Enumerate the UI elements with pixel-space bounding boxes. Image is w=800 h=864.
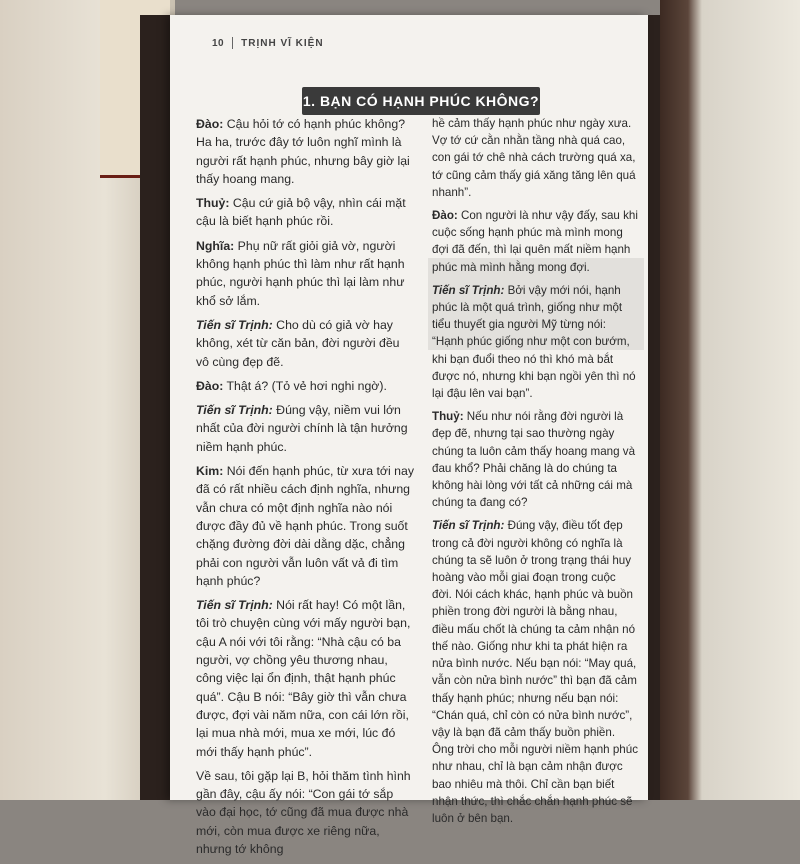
dialogue-paragraph bbox=[432, 408, 638, 511]
dialogue-paragraph bbox=[196, 316, 414, 371]
dialogue-text: Bởi vậy mới nói, hạnh phúc là một quá trình, giống như một tiểu thuyết gia người Mỹ từng nói: “Hạnh phúc giống như một con bướm, khi bạn đuổi theo nó thì khó mà bắt được nó, nhưng khi bạn ngồi yên thì nó lại đậu lên vai bạn”. bbox=[432, 283, 636, 401]
dialogue-paragraph bbox=[196, 767, 414, 858]
speaker-name: Tiến sĩ Trịnh: bbox=[432, 283, 505, 297]
page-number: 10 bbox=[212, 37, 225, 49]
header-author: TRỊNH VĨ KIỆN bbox=[241, 37, 324, 49]
running-header bbox=[212, 37, 324, 49]
dialogue-paragraph bbox=[432, 207, 638, 276]
dialogue-paragraph bbox=[432, 517, 638, 827]
speaker-name: Tiến sĩ Trịnh: bbox=[432, 519, 505, 533]
dialogue-text: Con người là như vậy đấy, sau khi cuộc sống hạnh phúc mà mình mong đợi đã đến, thì lại quên mất niềm hạnh phúc mà mình hằng mong đợi. bbox=[432, 209, 638, 274]
dialogue-text: hề cảm thấy hạnh phúc như ngày xưa. Vợ tớ cứ cằn nhằn tầng nhà quá cao, con gái tớ chê nhà cách trường quá xa, tớ cũng cảm thấy giá xăng tăng lên quá nhanh”. bbox=[432, 117, 636, 199]
dialogue-paragraph bbox=[196, 377, 414, 395]
speaker-name: Kim: bbox=[196, 464, 224, 479]
dialogue-paragraph bbox=[196, 194, 414, 231]
dialogue-paragraph bbox=[432, 115, 638, 201]
dialogue-text: Nếu như nói rằng đời người là đẹp đẽ, nhưng tại sao thường ngày chúng ta luôn cảm thấy hoang mang và đau khổ? Phải chăng là do chúng ta không hài lòng với tất cả những cái mà chúng ta đang có? bbox=[432, 410, 636, 510]
dialogue-paragraph bbox=[196, 237, 414, 310]
speaker-name: Thuỷ: bbox=[196, 196, 230, 211]
header-divider bbox=[232, 37, 233, 49]
dialogue-paragraph bbox=[196, 462, 414, 590]
book-page bbox=[170, 15, 648, 856]
background-book-right bbox=[660, 0, 800, 800]
dialogue-paragraph bbox=[196, 401, 414, 456]
dialogue-paragraph bbox=[196, 596, 414, 761]
speaker-name: Đào: bbox=[196, 378, 224, 393]
dialogue-paragraph bbox=[432, 282, 638, 402]
text-column-left bbox=[196, 115, 414, 864]
dialogue-text: Về sau, tôi gặp lại B, hỏi thăm tình hình gần đây, cậu ấy nói: “Con gái tớ sắp vào đại học, tớ cũng đã mua được nhà mới, còn mua được xe riêng nữa, nhưng tớ không bbox=[196, 768, 411, 856]
dialogue-text: Phụ nữ rất giỏi giả vờ, người không hạnh phúc thì làm như rất hạnh phúc, người hạnh phúc thì lại làm như khổ sở lắm. bbox=[196, 238, 405, 308]
dialogue-text: Đúng vậy, điều tốt đẹp trong cả đời người không có nghĩa là chúng ta sẽ luôn ở trong trạng thái huy hoàng vào mỗi giai đoạn trong cuộc đời. Nói cách khác, hạnh phúc và buồn phiền trong đời người là bằng nhau, điều mấu chốt là chúng ta cảm nhận nó thế nào. Giống như khi ta phát hiện ra nửa bình nước. Nếu bạn nói: “May quá, vẫn còn nửa bình nước” thì bạn đã cảm thấy hạnh phúc; nhưng nếu bạn nói: “Chán quá, chỉ còn có nửa bình nước”, vậy là bạn đã cảm thấy buồn phiền. Ông trời cho mỗi người niềm hạnh phúc như nhau, chỉ là bạn cảm nhận được bao nhiêu mà thôi. Chỉ cần bạn biết nhận thức, thì chắc chắn hạnh phúc sẽ luôn ở bên bạn. bbox=[432, 519, 638, 825]
dialogue-text: Cậu hỏi tớ có hạnh phúc không? Ha ha, trước đây tớ luôn nghĩ mình là người rất hạnh phúc, nhưng bây giờ lại thấy hoang mang. bbox=[196, 117, 410, 186]
speaker-name: Tiến sĩ Trịnh: bbox=[196, 403, 273, 418]
speaker-name: Tiến sĩ Trịnh: bbox=[196, 317, 273, 332]
dialogue-paragraph bbox=[196, 115, 414, 188]
speaker-name: Thuỷ: bbox=[432, 410, 464, 424]
dialogue-text: Nói đến hạnh phúc, từ xưa tới nay đã có rất nhiều cách định nghĩa, nhưng vẫn chưa có một định nghĩa nào nói được đầy đủ về hạnh phúc. Trong suốt chặng đường đời dài dằng dặc, chẳng phải con người vẫn luôn vất vả đi tìm hạnh phúc? bbox=[196, 464, 414, 588]
speaker-name: Đào: bbox=[432, 209, 458, 223]
dialogue-text: Cho dù có giả vờ hay không, xét từ căn bản, đời người đều vô cùng đẹp đẽ. bbox=[196, 317, 400, 369]
dialogue-text: Đúng vậy, niềm vui lớn nhất của đời người chính là tận hưởng niềm hạnh phúc. bbox=[196, 403, 408, 454]
speaker-name: Nghĩa: bbox=[196, 238, 235, 253]
speaker-name: Tiến sĩ Trịnh: bbox=[196, 598, 273, 613]
text-column-right bbox=[432, 115, 638, 833]
chapter-title: 1. BẠN CÓ HẠNH PHÚC KHÔNG? bbox=[302, 87, 540, 115]
speaker-name: Đào: bbox=[196, 117, 224, 131]
dialogue-text: Thật á? (Tỏ vẻ hơi nghi ngờ). bbox=[223, 378, 387, 393]
dialogue-text: Cậu cứ giả bộ vậy, nhìn cái mặt cậu là biết hạnh phúc rồi. bbox=[196, 196, 406, 229]
dialogue-text: Nói rất hay! Có một lần, tôi trò chuyện cùng với mấy người bạn, cậu A nói với tôi rằng: “Nhà cậu có ba người, vợ chồng yêu thương nhau, công việc lại ổn định, thật hạnh phúc quá”. Cậu B nói: “Bây giờ thì vẫn chưa được, đợi vài năm nữa, con cái lớn rồi, lại mua nhà mới, mua xe mới, lúc đó mới thấy hạnh phúc”. bbox=[196, 598, 411, 759]
